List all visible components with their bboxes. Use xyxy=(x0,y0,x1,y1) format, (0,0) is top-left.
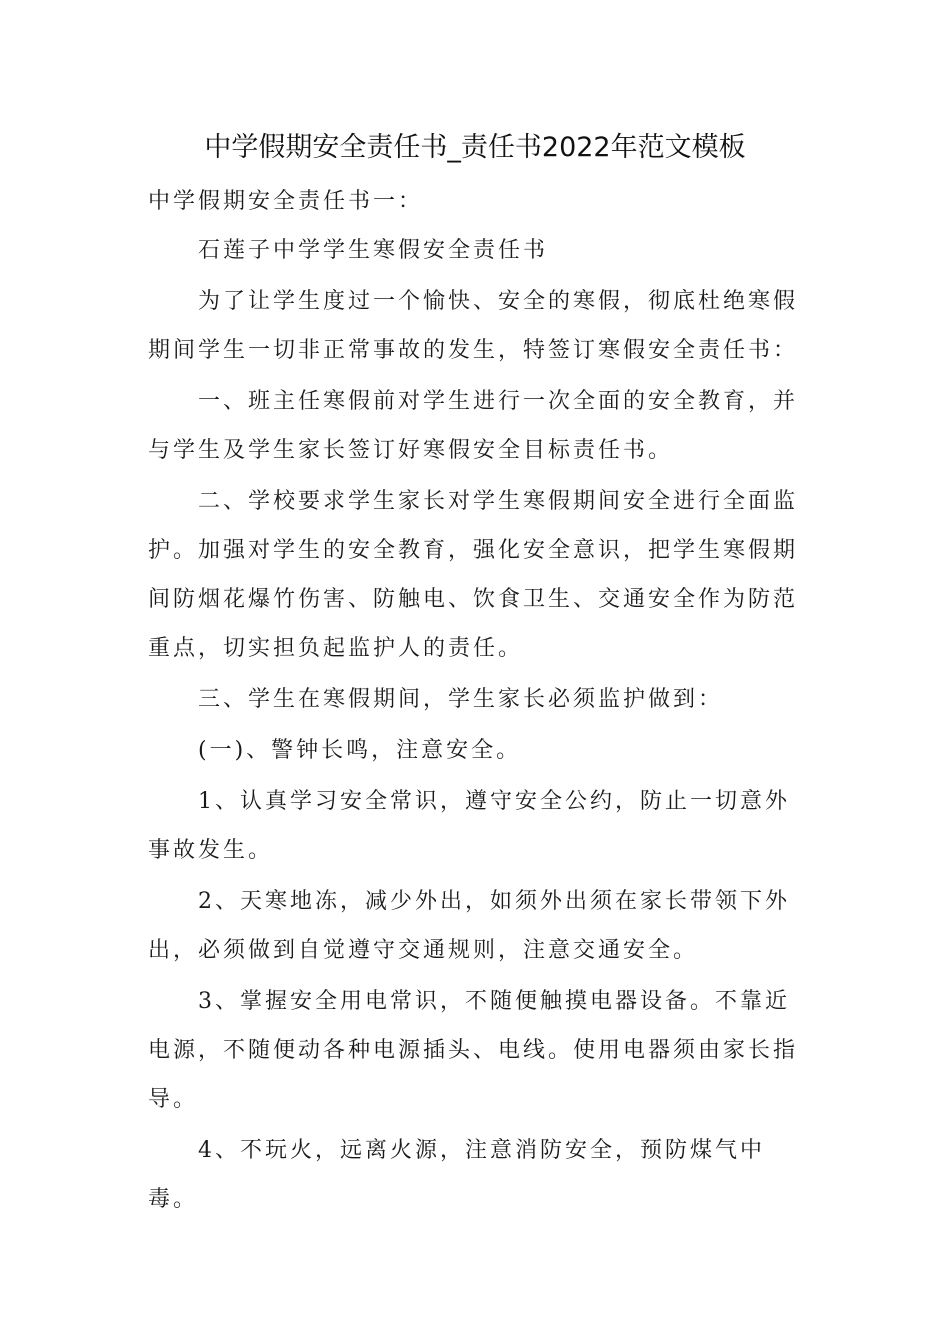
paragraph-rule-3: 3、掌握安全用电常识，不随便触摸电器设备。不靠近电源，不随便动各种电源插头、电线。使用电器须由家长指导。 xyxy=(148,989,799,1112)
paragraph-rule-1: 1、认真学习安全常识，遵守安全公约，防止一切意外事故发生。 xyxy=(148,789,790,863)
section-heading: 中学假期安全责任书一： xyxy=(148,189,424,214)
paragraph-intro: 为了让学生度过一个愉快、安全的寒假，彻底杜绝寒假期间学生一切非正常事故的发生，特签订寒假安全责任书： xyxy=(148,289,799,363)
paragraph-subitem-heading: (一)、警钟长鸣，注意安全。 xyxy=(198,738,522,763)
subtitle: 石莲子中学学生寒假安全责任书 xyxy=(198,238,549,263)
paragraph-item-2: 二、学校要求学生家长对学生寒假期间安全进行全面监护。加强对学生的安全教育，强化安全意识，把学生寒假期间防烟花爆竹伤害、防触电、饮食卫生、交通安全作为防范重点，切实担负起监护人的责任。 xyxy=(148,489,799,661)
document-body xyxy=(148,180,812,1226)
paragraph-rule-4: 4、不玩火，远离火源，注意消防安全，预防煤气中毒。 xyxy=(148,1138,765,1212)
paragraph-rule-2: 2、天寒地冻，减少外出，如须外出须在家长带领下外出，必须做到自觉遵守交通规则，注意交通安全。 xyxy=(148,889,790,963)
paragraph-item-1: 一、班主任寒假前对学生进行一次全面的安全教育，并与学生及学生家长签订好寒假安全目标责任书。 xyxy=(148,389,799,463)
paragraph-item-3: 三、学生在寒假期间，学生家长必须监护做到： xyxy=(198,687,724,712)
document-title: 中学假期安全责任书_责任书2022年范文模板 xyxy=(204,132,746,163)
